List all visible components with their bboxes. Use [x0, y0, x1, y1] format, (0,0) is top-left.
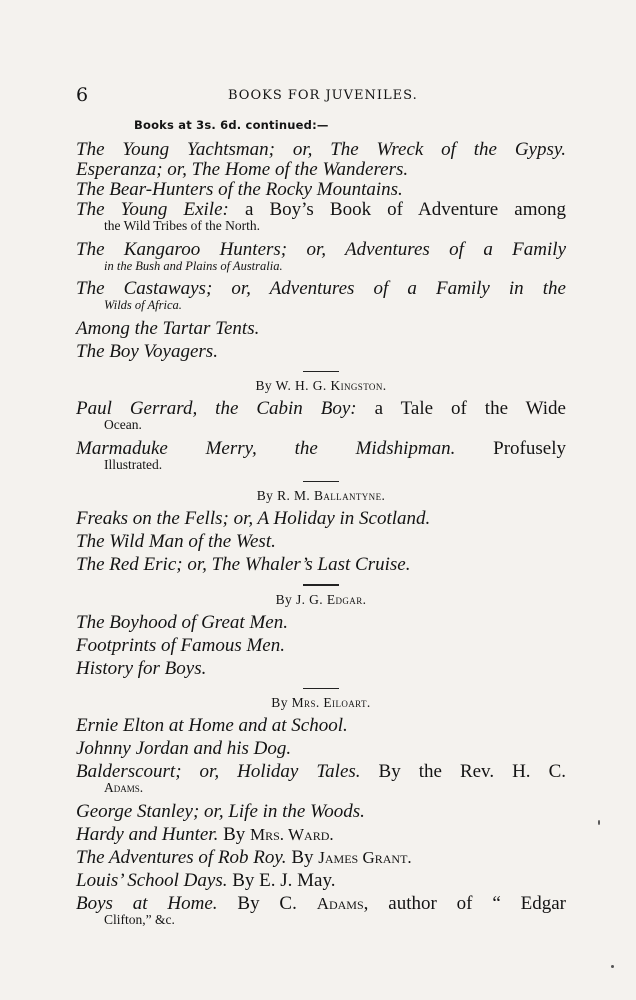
- book-entry: [76, 240, 566, 273]
- entry-continuation: Adams.: [104, 780, 144, 795]
- entry-continuation: the Wild Tribes of the North.: [104, 218, 260, 233]
- book-title: The Red Eric; or, The Whaler’s Last Cruise.: [76, 554, 411, 575]
- book-title: Johnny Jordan and his Dog.: [76, 738, 292, 759]
- book-entry: Louis’ School Days. By E. J. May.: [76, 869, 336, 891]
- book-entry: Hardy and Hunter. By Mrs. Ward.: [76, 823, 334, 845]
- group-4: [76, 613, 566, 679]
- book-entry: [76, 509, 566, 529]
- book-title: The Young Exile:: [76, 199, 229, 220]
- section-divider: [303, 688, 339, 690]
- author-byline: By Mrs. Eiloart.: [271, 695, 371, 710]
- book-description: a Boy’s Book of Adventure among: [228, 199, 566, 220]
- book-entry: [76, 140, 566, 160]
- book-entry: [76, 200, 566, 233]
- book-entry: [76, 319, 566, 339]
- book-title: Ernie Elton at Home and at School.: [76, 715, 348, 736]
- book-entry: [76, 399, 566, 432]
- group-5: [76, 716, 566, 927]
- group-1: [76, 140, 566, 362]
- author-name: Adams: [316, 893, 364, 913]
- author-byline: By R. M. Ballantyne.: [256, 488, 386, 503]
- book-entry: The Adventures of Rob Roy. By James Grant.: [76, 846, 412, 868]
- book-entry: [76, 532, 566, 552]
- book-entry: [76, 636, 566, 656]
- book-title: The Boyhood of Great Men.: [76, 611, 288, 633]
- book-title: Balderscourt; or, Holiday Tales.: [76, 761, 361, 782]
- book-title: The Castaways; or, Adventures of a Family in the: [76, 278, 566, 299]
- entry-continuation: Illustrated.: [104, 456, 163, 472]
- book-description: a Tale of the Wide: [356, 398, 566, 419]
- book-entry: [76, 342, 566, 362]
- author-name: Mrs. Ward.: [250, 824, 334, 844]
- book-title: George Stanley; or, Life in the Woods.: [76, 800, 365, 822]
- paper-speck: [598, 820, 600, 825]
- section-divider: [303, 481, 339, 483]
- book-title: The Kangaroo Hunters; or, Adventures of a Family: [76, 238, 566, 260]
- section-divider: [303, 371, 339, 373]
- section-divider: [303, 584, 339, 586]
- book-title: Among the Tartar Tents.: [76, 317, 260, 339]
- book-title: The Wild Man of the West.: [76, 531, 276, 552]
- paper-speck: [611, 965, 614, 968]
- book-title: Louis’ School Days.: [76, 869, 228, 891]
- book-entry: [76, 659, 566, 679]
- book-entry: [76, 555, 566, 575]
- book-title: Boys at Home.: [76, 892, 218, 914]
- entry-continuation: Ocean.: [104, 417, 142, 432]
- group-3: [76, 509, 566, 575]
- book-title: History for Boys.: [76, 657, 207, 679]
- section-label: Books at 3s. 6d. continued:—: [134, 118, 329, 132]
- book-description: Profusely: [455, 437, 566, 459]
- book-entry: [76, 739, 566, 759]
- book-entry: [76, 716, 566, 736]
- book-entry: [76, 180, 566, 200]
- book-title: Paul Gerrard, the Cabin Boy:: [76, 398, 357, 419]
- group-2: [76, 399, 566, 472]
- book-title: The Young Yachtsman; or, The Wreck of the Gypsy.: [76, 139, 566, 160]
- book-title: Freaks on the Fells; or, A Holiday in Scotland.: [76, 508, 431, 529]
- book-entry: Boys at Home. By C. Adams, author of “ Edgar Clifton,” &c.: [76, 892, 566, 927]
- author-byline: By W. H. G. Kingston.: [255, 378, 387, 393]
- book-entry: [76, 613, 566, 633]
- book-title: The Adventures of Rob Roy.: [76, 846, 287, 868]
- book-title: Esperanza; or, The Home of the Wanderers.: [76, 159, 409, 180]
- book-entry: [76, 802, 566, 822]
- book-description: By the Rev. H. C.: [360, 761, 566, 782]
- book-title: The Boy Voyagers.: [76, 340, 218, 362]
- book-entry: [76, 160, 566, 180]
- book-title: Marmaduke Merry, the Midshipman.: [76, 437, 456, 459]
- entry-continuation: Wilds of Africa.: [104, 298, 182, 312]
- running-head: BOOKS FOR JUVENILES.: [228, 88, 418, 103]
- book-title: The Bear-Hunters of the Rocky Mountains.: [76, 179, 403, 200]
- book-entry: [76, 439, 566, 472]
- book-entry: [76, 279, 566, 312]
- page-header: [76, 84, 566, 106]
- entry-continuation: in the Bush and Plains of Australia.: [104, 258, 283, 273]
- entry-continuation: Clifton,” &c.: [104, 911, 175, 927]
- book-list: [76, 118, 566, 927]
- author-byline: By J. G. Edgar.: [275, 591, 367, 607]
- book-title: Footprints of Famous Men.: [76, 634, 285, 656]
- page-number: 6: [76, 84, 89, 106]
- book-entry: [76, 762, 566, 795]
- book-title: Hardy and Hunter.: [76, 823, 219, 845]
- author-name: James Grant.: [318, 847, 412, 867]
